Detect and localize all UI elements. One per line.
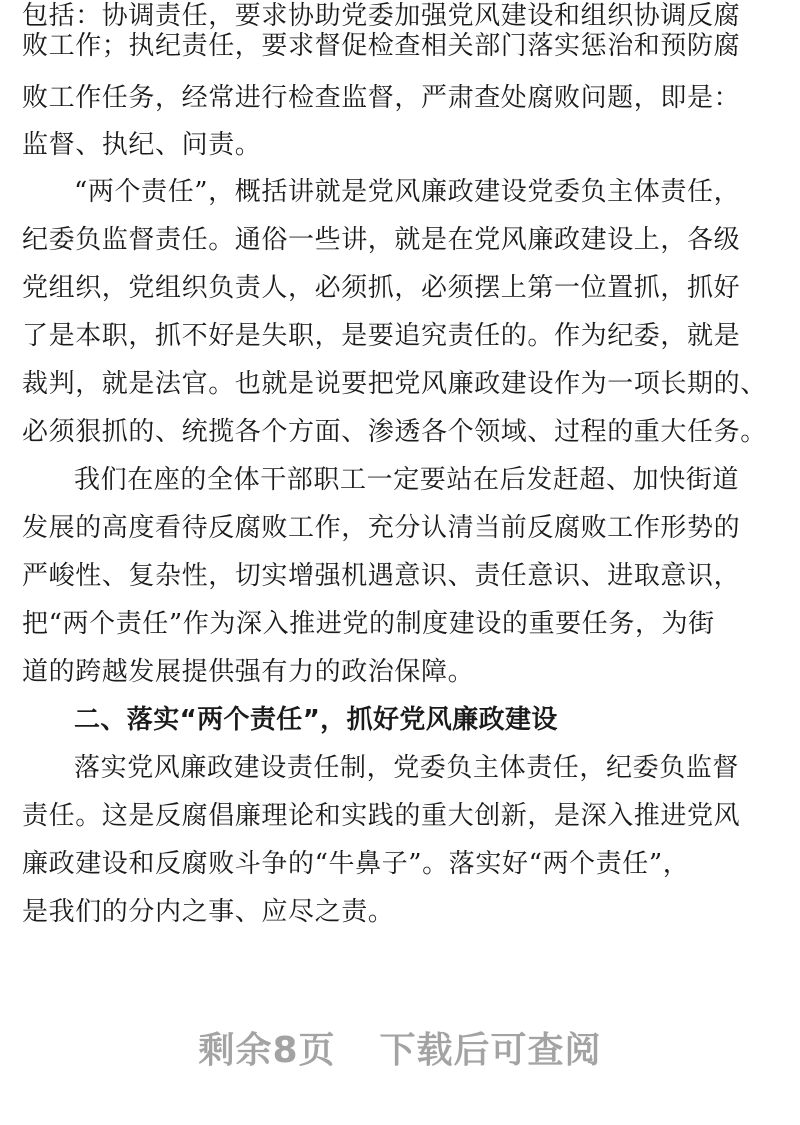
text-line: 了是本职，抓不好是失职，是要追究责任的。作为纪委，就是 bbox=[22, 321, 741, 351]
text-line: 发展的高度看待反腐败工作，充分认清当前反腐败工作形势的 bbox=[22, 513, 741, 543]
text-line: 败工作；执纪责任，要求督促检查相关部门落实惩治和预防腐 bbox=[22, 31, 741, 61]
text-line: 纪委负监督责任。通俗一些讲，就是在党风廉政建设上，各级 bbox=[22, 225, 741, 255]
section-heading: 二、落实“两个责任”，抓好党风廉政建设 bbox=[74, 705, 558, 735]
remaining-pages-label: 剩余8页 bbox=[198, 1030, 336, 1071]
download-banner[interactable] bbox=[0, 1022, 800, 1073]
text-line: 把“两个责任”作为深入推进党的制度建设的重要任务，为街 bbox=[22, 609, 715, 639]
text-line: 党组织，党组织负责人，必须抓，必须摆上第一位置抓，抓好 bbox=[22, 273, 741, 303]
text-line: 包括：协调责任，要求协助党委加强党风建设和组织协调反腐 bbox=[22, 1, 741, 31]
text-line: 监督、执纪、问责。 bbox=[22, 130, 262, 160]
text-line: 败工作任务，经常进行检查监督，严肃查处腐败问题，即是： bbox=[22, 83, 741, 113]
text-line: 严峻性、复杂性，切实增强机遇意识、责任意识、进取意识， bbox=[22, 561, 741, 591]
text-line: 必须狠抓的、统揽各个方面、渗透各个领域、过程的重大任务。 bbox=[22, 417, 767, 447]
text-line: 道的跨越发展提供强有力的政治保障。 bbox=[22, 657, 475, 687]
text-line: 是我们的分内之事、应尽之责。 bbox=[22, 897, 395, 927]
text-line: 责任。这是反腐倡廉理论和实践的重大创新，是深入推进党风 bbox=[22, 801, 741, 831]
paragraph-start: “两个责任”，概括讲就是党风廉政建设党委负主体责任， bbox=[74, 177, 741, 207]
text-line: 裁判，就是法官。也就是说要把党风廉政建设作为一项长期的、 bbox=[22, 369, 767, 399]
text-line: 廉政建设和反腐败斗争的“牛鼻子”。落实好“两个责任”， bbox=[22, 849, 690, 879]
paragraph-start: 我们在座的全体干部职工一定要站在后发赶超、加快街道 bbox=[74, 465, 740, 495]
paragraph-start: 落实党风廉政建设责任制，党委负主体责任，纪委负监督 bbox=[74, 753, 740, 783]
download-hint-label: 下载后可查阅 bbox=[379, 1030, 602, 1071]
